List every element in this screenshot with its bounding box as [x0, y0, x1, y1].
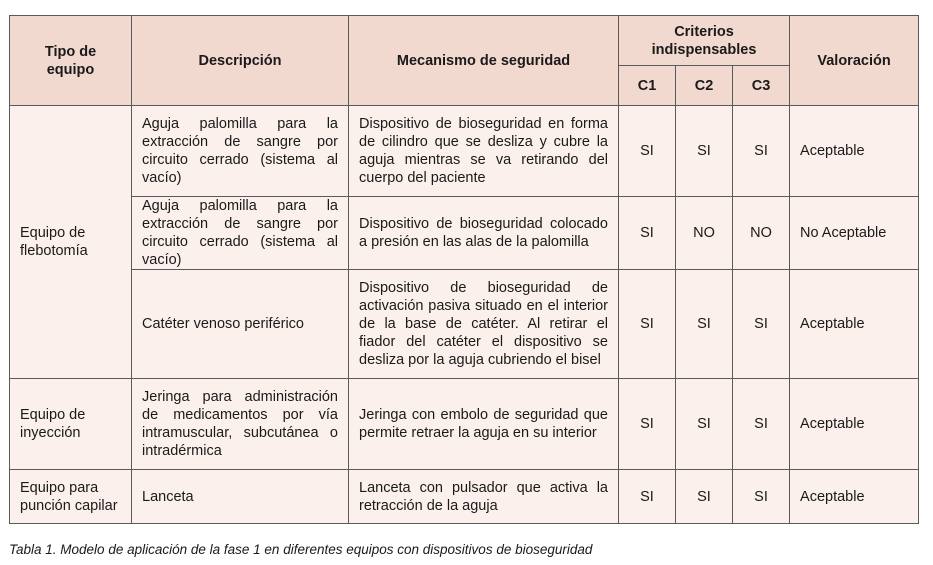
- row-c2: SI: [676, 270, 733, 379]
- group-inyeccion: Equipo de inyección: [10, 379, 132, 470]
- row-c2: SI: [676, 470, 733, 524]
- equipment-table: [9, 15, 919, 524]
- row-mecanismo: Dispositivo de bioseguridad de activación pasiva situado en el interior de la base de catéter. Al retirar el fiador del catéter el dispositivo se desliza por la aguja cubriendo el bisel: [349, 270, 619, 379]
- table-row: [10, 270, 919, 379]
- row-c1: SI: [619, 270, 676, 379]
- table-row: [10, 106, 919, 197]
- row-descripcion: Jeringa para administración de medicamentos por vía intramuscular, subcutánea o intradérmica: [132, 379, 349, 470]
- header-c2: C2: [676, 66, 733, 106]
- row-c1: SI: [619, 106, 676, 197]
- table-caption: Tabla 1. Modelo de aplicación de la fase 1 en diferentes equipos con dispositivos de bioseguridad: [9, 542, 593, 557]
- row-c1: SI: [619, 197, 676, 270]
- row-descripcion: Aguja palomilla para la extracción de sangre por circuito cerrado (sistema al vacío): [132, 106, 349, 197]
- row-valoracion: Aceptable: [790, 106, 919, 197]
- header-c3: C3: [733, 66, 790, 106]
- group-capilar: Equipo para punción capilar: [10, 470, 132, 524]
- table-row: [10, 470, 919, 524]
- header-descripcion: Descripción: [132, 16, 349, 106]
- row-c2: SI: [676, 379, 733, 470]
- row-c1: SI: [619, 470, 676, 524]
- row-mecanismo: Jeringa con embolo de seguridad que permite retraer la aguja en su interior: [349, 379, 619, 470]
- header-c1: C1: [619, 66, 676, 106]
- header-valoracion: Valoración: [790, 16, 919, 106]
- group-flebotomia: Equipo de flebotomía: [10, 106, 132, 379]
- row-valoracion: Aceptable: [790, 470, 919, 524]
- row-c3: SI: [733, 270, 790, 379]
- row-c1: SI: [619, 379, 676, 470]
- row-c3: NO: [733, 197, 790, 270]
- header-mecanismo: Mecanismo de seguridad: [349, 16, 619, 106]
- row-valoracion: No Aceptable: [790, 197, 919, 270]
- row-mecanismo: Lanceta con pulsador que activa la retracción de la aguja: [349, 470, 619, 524]
- row-c2: SI: [676, 106, 733, 197]
- header-tipo: Tipo de equipo: [10, 16, 132, 106]
- row-descripcion: Lanceta: [132, 470, 349, 524]
- row-c3: SI: [733, 470, 790, 524]
- row-c3: SI: [733, 106, 790, 197]
- row-c3: SI: [733, 379, 790, 470]
- row-descripcion: Aguja palomilla para la extracción de sangre por circuito cerrado (sistema al vacío): [132, 197, 349, 270]
- row-valoracion: Aceptable: [790, 379, 919, 470]
- table-row: [10, 197, 919, 270]
- row-valoracion: Aceptable: [790, 270, 919, 379]
- row-mecanismo: Dispositivo de bioseguridad colocado a presión en las alas de la palomilla: [349, 197, 619, 270]
- row-descripcion: Catéter venoso periférico: [132, 270, 349, 379]
- row-mecanismo: Dispositivo de bioseguridad en forma de cilindro que se desliza y cubre la aguja mientras se va retirando del cuerpo del paciente: [349, 106, 619, 197]
- row-c2: NO: [676, 197, 733, 270]
- table-row: [10, 379, 919, 470]
- header-criterios: Criterios indispensables: [619, 16, 790, 66]
